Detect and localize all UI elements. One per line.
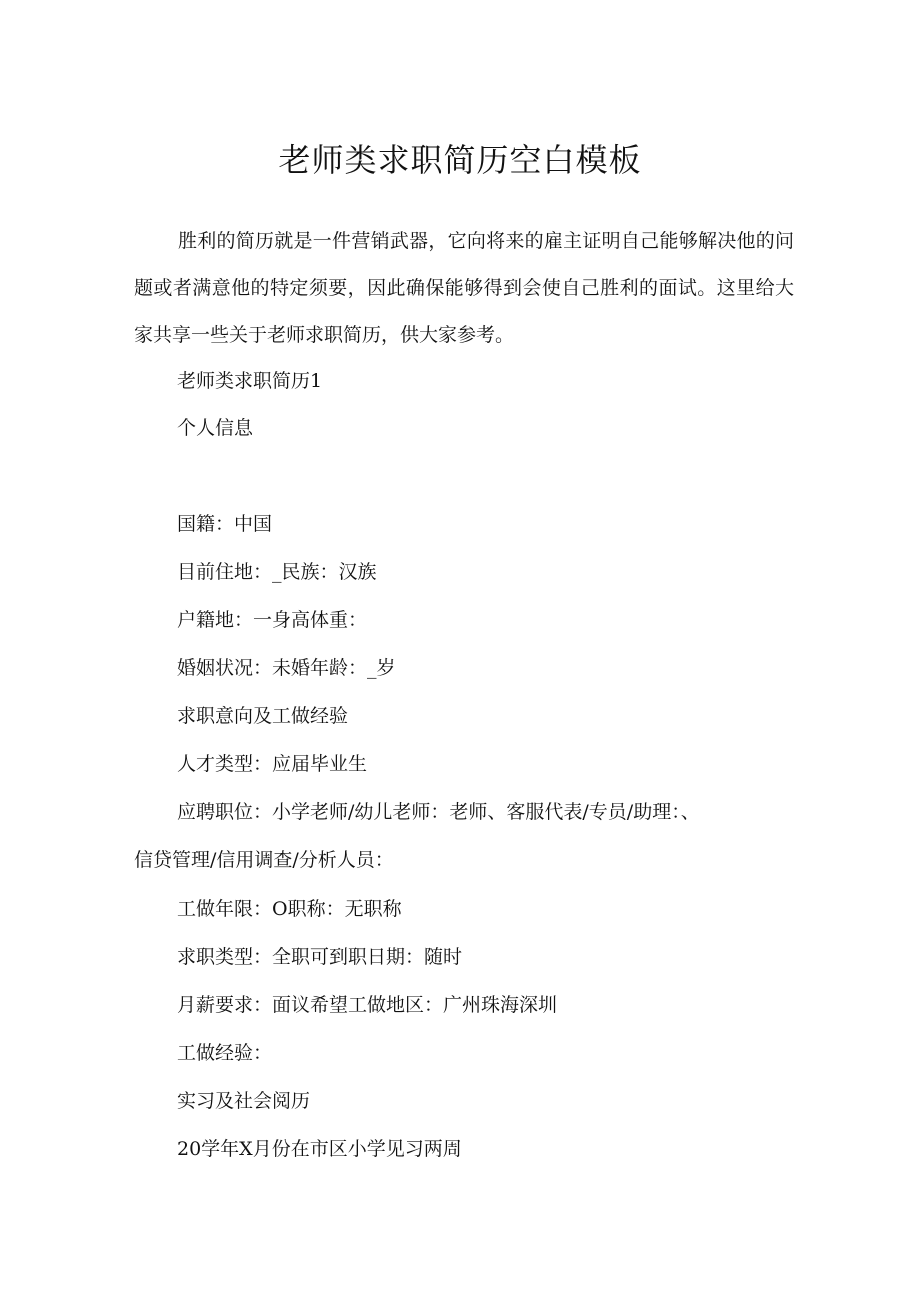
section-heading-personal-info: 个人信息	[177, 417, 254, 439]
section-heading-internship: 实习及社会阅历	[177, 1090, 311, 1112]
field-marital-age: 婚姻状况：未婚年龄：_岁	[177, 657, 396, 679]
internship-entry: 20学年X月份在市区小学见习两周	[177, 1138, 462, 1160]
field-nationality: 国籍：中国	[177, 513, 273, 535]
field-applied-positions: 应聘职位：小学老师/幼儿老师：老师、客服代表/专员/助理：、	[177, 801, 700, 823]
intro-paragraph: 胜利的简历就是一件营销武器，它向将来的雇主证明自己能够解决他的问题或者满意他的特定须要，因此确保能够得到会使自己胜利的面试。这里给大家共享一些关于老师求职简历，供大家参考。	[134, 230, 794, 346]
field-talent-type: 人才类型：应届毕业生	[177, 753, 368, 775]
field-residence-ethnicity: 目前住地：_民族：汉族	[177, 561, 377, 583]
section-heading-intention-experience: 求职意向及工做经验	[177, 705, 349, 727]
field-job-type-start-date: 求职类型：全职可到职日期：随时	[177, 946, 463, 968]
page-title: 老师类求职简历空白模板	[278, 141, 642, 179]
field-work-experience: 工做经验：	[177, 1042, 273, 1064]
field-years-title: 工做年限：O职称：无职称	[177, 898, 402, 920]
field-household-height-weight: 户籍地：一身高体重：	[177, 609, 368, 631]
field-salary-location: 月薪要求：面议希望工做地区：广州珠海深圳	[177, 994, 558, 1016]
field-applied-positions-continued: 信贷管理/信用调查/分析人员：	[134, 849, 394, 871]
section-heading-resume-1: 老师类求职简历1	[177, 370, 323, 392]
